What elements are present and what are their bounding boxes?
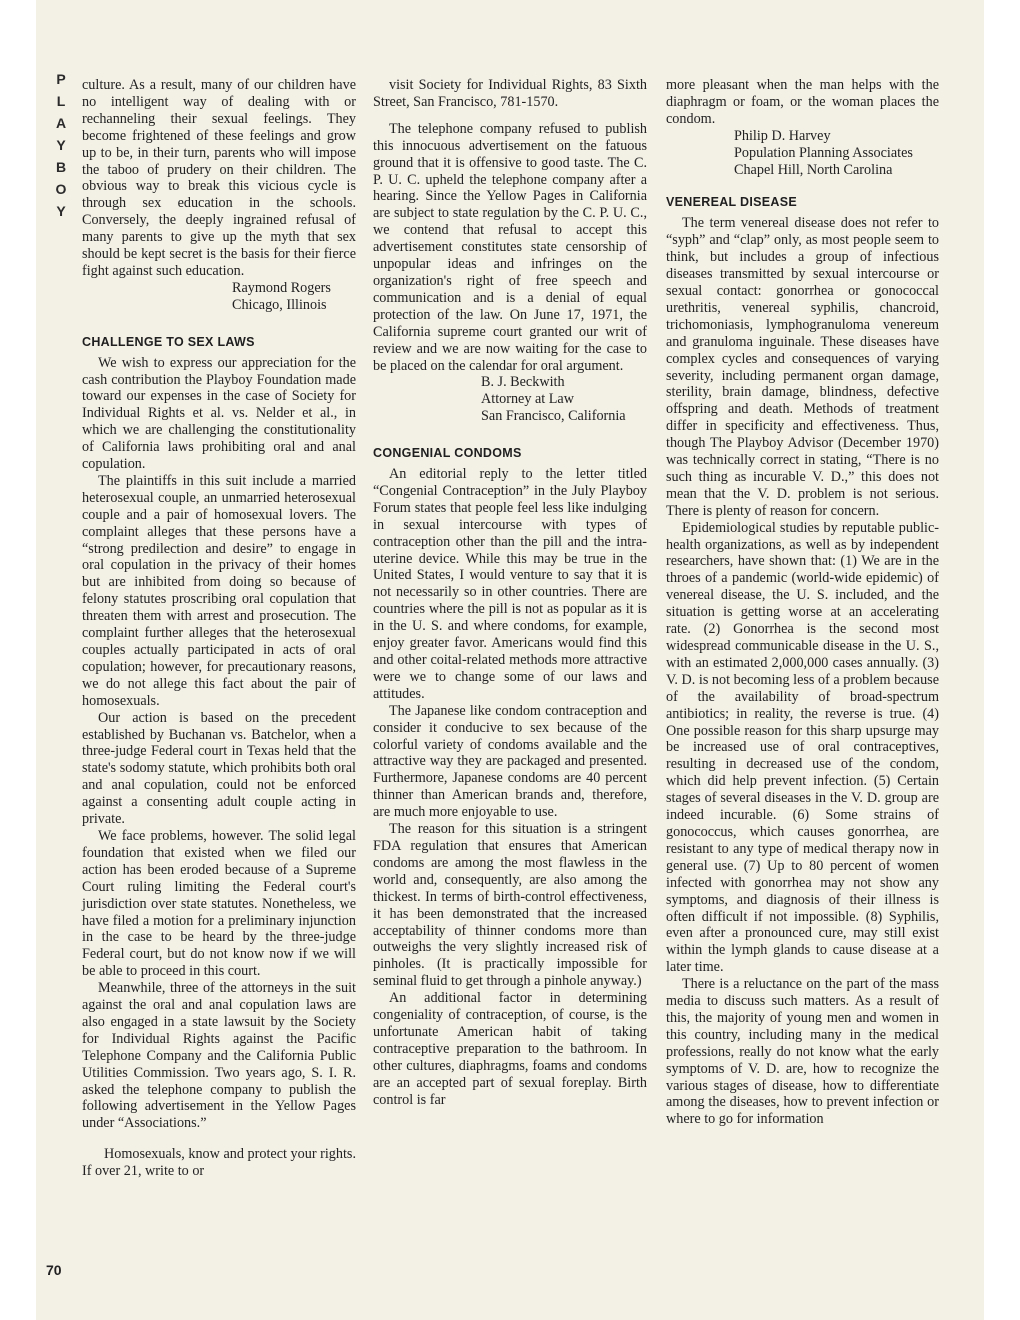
section-heading: VENEREAL DISEASE (666, 195, 797, 210)
column-middle (373, 77, 647, 1108)
masthead-letter: O (55, 181, 67, 197)
paragraph: Epidemiological studies by reputable public-health organizations, as well as by independent researchers, have shown that: (1) We are in the throes of a pandemic (world-wide epidemic) of venereal disease, the U. S. included, and the situation is getting worse at an accelerating rate. (2) Gonorrhea is the second most widespread communicable disease in the U. S., with an estimated 2,000,000 cases annually. (3) V. D. is not becoming less of a problem because of the availability of broad-spectrum antibiotics; in reality, the reverse is true. (4) One possible reason for this sharp upsurge may be increased use of oral contraceptives, resulting in decreased use of the condom, which did help prevent infection. (5) Certain stages of several diseases in the V. D. group are indeed incurable. (6) Some strains of gonococcus, which causes gonorrhea, are resistant to any type of medical therapy now in general use. (7) Up to 80 percent of women infected with gonorrhea may not show any symptoms, and diagnosis of their illness is often difficult if not impossible. (8) Syphilis, even after a pronounced cure, may still exist within the lymph glands to cause disease at a later time. (666, 519, 939, 976)
signature-title: Population Planning Associates (734, 144, 913, 161)
masthead-letter: L (56, 93, 66, 109)
section-heading: CHALLENGE TO SEX LAWS (82, 334, 255, 349)
masthead-letter: A (55, 115, 67, 131)
paragraph: There is a reluctance on the part of the mass media to discuss such matters. As a result of this, the majority of young men and women in this country, including many in the medical professions, really do not know what the early symptoms of V. D. are, how to recognize the various stages of disease, how to differentiate among the diseases, how to prevent infection or where to go for information (666, 976, 939, 1128)
signature-name: Raymond Rogers (232, 279, 331, 296)
quoted-advertisement: Homosexuals, know and protect your rights. If over 21, write to or (82, 1146, 356, 1180)
masthead-letter: Y (56, 203, 66, 219)
paragraph: The telephone company refused to publish this innocuous advertisement on the fatuous ground that it is offensive to good taste. The C. P. U. C. upheld the telephone company after a hearing. Since the Yellow Pages in California are subject to state regulation by the C. P. U. C., we contend that refusal to accept this advertisement constitutes state censorship of unpopular ideas and infringes on the organization's right of free speech and communication and is a denial of equal protection of the law. On June 17, 1971, the California supreme court granted our writ of review and we are now waiting for the case to be placed on the calendar for oral argument. (373, 120, 647, 374)
paragraph: more pleasant when the man helps with the diaphragm or foam, or the woman places the condom. (666, 77, 939, 127)
paragraph: Our action is based on the precedent established by Buchanan vs. Batchelor, when a three-judge Federal court in Texas held that the state's sodomy statute, which prohibits both oral and anal copulation, could not be enforced against a consenting adult couple acting in private. (82, 709, 356, 828)
masthead-letter: Y (56, 137, 66, 153)
paragraph: An editorial reply to the letter titled “Congenial Contraception” in the July Playboy Forum states that people feel less like indulging in sexual intercourse with types of contraception other than the pill and the intra-uterine device. While this may be true in the United States, I would venture to say that it is not necessarily so in other countries. There are countries where the pill is not as popular as it is in the U. S. and where condoms, for example, enjoy greater favor. Americans would find this and other coital-related methods more attractive were we to change some of our laws and attitudes. (373, 466, 647, 702)
signature-place: Chicago, Illinois (232, 296, 327, 313)
signature-name: B. J. Beckwith (481, 374, 565, 391)
paragraph: Meanwhile, three of the attorneys in the suit against the oral and anal copulation laws are also engaged in a state lawsuit by the Society for Individual Rights against the Pacific Telephone Company and the California Public Utilities Commission. Two years ago, S. I. R. asked the telephone company to publish the following advertisement in the Yellow Pages under “Associations.” (82, 980, 356, 1132)
paragraph: visit Society for Individual Rights, 83 Sixth Street, San Francisco, 781-1570. (373, 77, 647, 110)
paragraph: We face problems, however. The solid legal foundation that existed when we filed our action has been eroded because of a Supreme Court ruling limiting the Federal court's jurisdiction over state statutes. Nonetheless, we have filed a motion for a preliminary injunction in the case to be heard by the three-judge Federal court, but do not know now if we will be able to proceed in this court. (82, 827, 356, 980)
paragraph: culture. As a result, many of our children have no intelligent way of dealing with or rechanneling their sexual feelings. They become frightened of these feelings and grow up to be, in their turn, parents who will impose the taboo of prudery on their children. The obvious way to break this vicious cycle is through sex education in the schools. Conversely, the deeply ingrained refusal of many parents to give up the myth that sex should be kept secret is the basis for their fierce fight against such education. (82, 77, 356, 279)
paragraph: The term venereal disease does not refer to “syph” and “clap” only, as most people seem to think, but includes a group of infectious diseases transmitted by sexual intercourse or sexual contact: gonorrhea or gonococcal urethritis, venereal syphilis, chancroid, trichomoniasis, lymphogranuloma venereum and granuloma inguinale. These diseases have complex cycles and consequences of varying severity, including permanent organ damage, sterility, brain damage, blindness, defective offspring and death. Methods of treatment differ in specificity and effectiveness. Thus, though The Playboy Advisor (December 1970) was technically correct in stating, “There is no such thing as incurable V. D.,” this does not mean that the V. D. problem is not serious. There is plenty of reason for concern. (666, 215, 939, 519)
paragraph: The Japanese like condom contraception and consider it conducive to sex because of the colorful variety of condoms available and the attractive way they are packaged and presented. Furthermore, Japanese condoms are 40 percent thinner than American brands and, therefore, are much more enjoyable to use. (373, 702, 647, 821)
signature-title: Attorney at Law (481, 391, 574, 408)
section-heading: CONGENIAL CONDOMS (373, 446, 522, 461)
signature-place: Chapel Hill, North Carolina (734, 161, 893, 178)
masthead-letter: B (55, 159, 67, 175)
column-right (666, 77, 939, 1128)
paragraph: The reason for this situation is a stringent FDA regulation that ensures that American condoms are among the most flawless in the world and, consequently, are also among the thickest. In terms of birth-control effectiveness, it has been demonstrated that the increased acceptability of thinner condoms more than outweighs the very slightly increased risk of pinholes. (It is practically impossible for seminal fluid to get through a pinhole anyway.) (373, 821, 647, 990)
page-number: 70 (46, 1262, 62, 1278)
paragraph: An additional factor in determining congeniality of contraception, of course, is the unfortunate American habit of taking contraceptive preparation to the bathroom. In other cultures, diaphragms, foams and condoms are an accepted part of sexual foreplay. Birth control is far (373, 990, 647, 1108)
masthead-letter: P (56, 71, 66, 87)
signature-place: San Francisco, California (481, 408, 626, 425)
paragraph: The plaintiffs in this suit include a married heterosexual couple, an unmarried heterosexual couple and a pair of homosexual lovers. The complaint alleges that these persons have a “strong predilection and desire” to engage in oral copulation in the privacy of their homes but are inhibited from doing so because of felony statutes proscribing oral copulation that threaten them with arrest and prosecution. The complaint further alleges that the heterosexual couples actually participated in acts of oral copulation; however, for precautionary reasons, we do not allege this fact about the pair of homosexuals. (82, 472, 356, 709)
signature-name: Philip D. Harvey (734, 127, 831, 144)
masthead-playboy (48, 68, 74, 222)
column-left (82, 77, 356, 1180)
paragraph: We wish to express our appreciation for the cash contribution the Playboy Foundation made toward our expenses in the case of Society for Individual Rights et al. vs. Nelder et al., in which we are challenging the constitutionality of California laws prohibiting oral and anal copulation. (82, 354, 356, 473)
